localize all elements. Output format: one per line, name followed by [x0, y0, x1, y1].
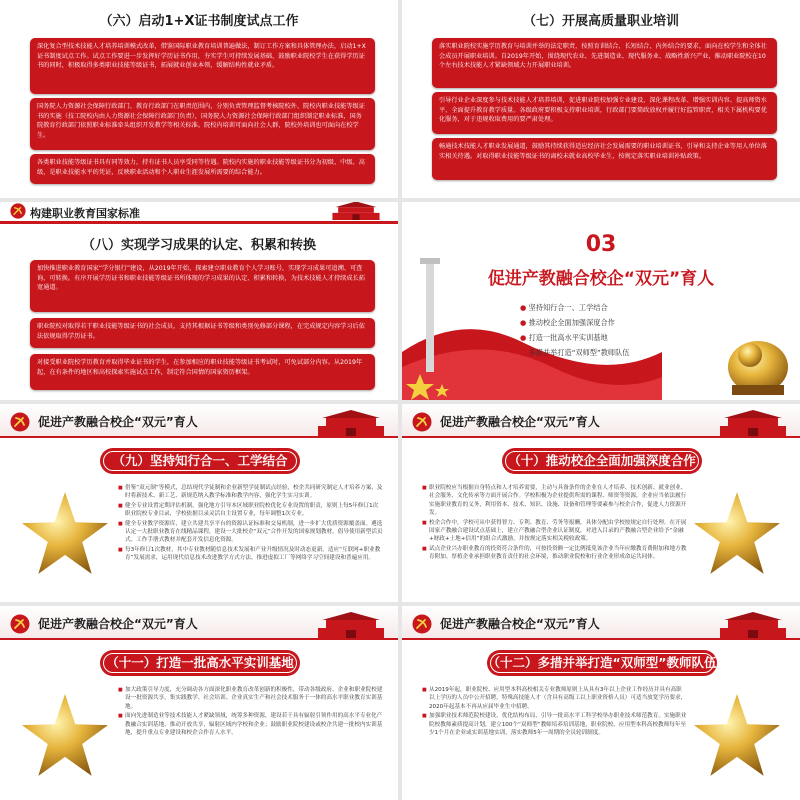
- paragraph: ■ 面向先进制造业等技术技能人才紧缺领域，统筹多种资源，建设若干具有辐射引领作用的高水平专业化产教融合实训基地，推动开放共享，辐射区域内学校和企业；鼓励职业院校建设或校企共建一批校内实训基地，提升重点专业建设和校企合作育人水平。: [118, 712, 383, 737]
- content-box-3: 畅通技术技能人才职业发展通道，鼓励其持续获得适应经济社会发展需要的职业培训证书，引导和支持企业等用人单位落实相关待遇。对取得职业技能等级证书的离校未就业高校毕业生，按规定落实职业培训补贴政策。: [432, 138, 777, 180]
- list-item: ● 坚持知行合一、工学结合: [520, 303, 608, 312]
- content-box-2: 引导行业企业深度参与技术技能人才培养培训，促进职业院校加强专业建设、深化课程改革、增强实训内容、提高师资水平，全面提升教育教学质量。各级政府要积极支持职业培训，行政部门要简政放权并履行好监管职责，相关下属机构要优化服务，对于违规收取费用的要严肃处理。: [432, 92, 777, 134]
- section-pill: （九）坚持知行合一、工学结合: [100, 448, 300, 474]
- body-text: [118, 686, 383, 738]
- paragraph: ■ 健全专业设置定期评估机制，强化地方引导本区域职业院校优化专业设置的职责，原则上每5年修订1次职业院校专业目录，学校依据目录灵活自主设置专业，每年调整1次专业。: [118, 502, 383, 519]
- body-text: [422, 686, 687, 738]
- paragraph: ■ 试点企业兴办职业教育的投资符合条件的，可按投资额一定比例抵免该企业当年应缴教育费附加和地方教育附加。厚植企业承担职业教育责任的社会环境，推动职业院校和行业企业形成命运共同体。: [422, 545, 687, 562]
- paragraph: ■ 借鉴“双元制”等模式，总结现代学徒制和企业新型学徒制试点经验，校企共同研究制定人才培养方案，及时将新技术、新工艺、新规范纳入教学标准和教学内容，强化学生实习实训。: [118, 484, 383, 501]
- header-divider: [0, 221, 398, 224]
- slide-title: （七）开展高质量职业培训: [522, 14, 679, 29]
- slide-title: （八）实现学习成果的认定、积累和转换: [81, 238, 316, 253]
- section-pill: （十一）打造一批高水平实训基地: [100, 650, 300, 676]
- header-title: 构建职业教育国家标准: [30, 207, 140, 220]
- paragraph: ■ 加大政策引导力度，充分调动各方面深化职业教育改革创新的积极性，带动各级政府、企业和职业院校建设一批资源共享，集实践教学、社会培训、企业真实生产和社会技术服务于一体的高水平职业教育实训基地。: [118, 686, 383, 711]
- paragraph: ■ 加强职业技术师范院校建设，优化结构布局，引导一批高水平工科学校举办职业技术师范教育。实施职业院校教师素质提高计划，建立100个“双师型”教师培养培训基地，职业院校、应用型本科高校教师每年至少1个月在企业或实训基地实训，落实教师5年一周期的全员轮训制度。: [422, 712, 687, 737]
- gate-icon: [326, 202, 386, 220]
- slide-learning-outcomes: [0, 202, 398, 400]
- paragraph: ■ 每3年修订1次教材，其中专业教材随信息技术发展和产业升级情况及时动态更新。适应“互联网+职业教育”发展需求，运用现代信息技术改进教学方式方法，推进虚拟工厂等网络学习空间建设和普遍应用。: [118, 546, 383, 563]
- content-box-3: 对接受职业院校学历教育并取得毕业证书的学生，在参加相应的职业技能等级证书考试时，可免试部分内容。从2019年起，在有条件的地区和高校探索实施试点工作，制定符合国情的国家资历框架。: [30, 354, 375, 390]
- party-emblem-icon: [412, 412, 432, 432]
- slide-header: [0, 606, 398, 640]
- slide-vocational-training: [402, 0, 800, 198]
- gold-star-icon: [22, 492, 108, 574]
- gate-icon: [316, 610, 386, 638]
- slide-header: [0, 404, 398, 438]
- content-box-1: 加快推进职业教育国家“学分银行”建设，从2019年开始，探索建立职业教育个人学习账号，实现学习成果可追溯、可查询、可转换。有序开展学历证书和职业技能等级证书所体现的学习成果的认定、积累和转换，为技术技能人才持续成长拓宽通道。: [30, 260, 375, 312]
- slide-header: [402, 404, 800, 438]
- header-title: 促进产教融合校企“双元”育人: [440, 617, 600, 631]
- lion-statue-icon: [722, 337, 794, 397]
- slide-certificate-pilot: [0, 0, 398, 198]
- section-list: [520, 300, 629, 360]
- party-emblem-icon: [10, 412, 30, 432]
- paragraph: ■ 校企合作中，学校可从中获得智力、专利、教育、劳务等报酬，具体分配由学校按规定自行处理。在开展国家产教融合建设试点基础上，建立产教融合型企业认证制度，对进入目录的产教融合型企业给予“金融+财政+土地+信用”的组合式激励，并按规定落实相关税收政策。: [422, 519, 687, 544]
- header-title: 促进产教融合校企“双元”育人: [440, 415, 600, 429]
- body-text: [118, 484, 383, 564]
- slide-header: [402, 606, 800, 640]
- party-emblem-icon: [10, 203, 26, 219]
- slide-title: （六）启动1+X证书制度试点工作: [99, 14, 299, 29]
- content-box-3: 各类职业技能等级证书具有同等效力，持有证书人员享受同等待遇。院校内实施的职业技能等级证书分为初级、中级、高级，是职业技能水平的凭证，反映职业活动和个人职业生涯发展所需要的综合能力。: [30, 154, 375, 184]
- list-item: ● 打造一批高水平实训基地: [520, 333, 608, 342]
- section-title: 促进产教融合校企“双元”育人: [487, 269, 715, 289]
- party-emblem-icon: [412, 614, 432, 634]
- gold-star-icon: [22, 694, 108, 776]
- section-pill: （十）推动校企全面加强深度合作: [502, 448, 702, 474]
- party-emblem-icon: [10, 614, 30, 634]
- gate-icon: [316, 408, 386, 436]
- section-pill: （十二）多措并举打造“双师型”教师队伍: [487, 650, 717, 676]
- gate-icon: [718, 610, 788, 638]
- list-item: ● 推动校企全面加强深度合作: [520, 318, 615, 327]
- gold-star-icon: [694, 492, 780, 574]
- list-item: ● 多措并举打造“双师型”教师队伍: [520, 348, 630, 357]
- header-title: 促进产教融合校企“双元”育人: [38, 415, 198, 429]
- header-title: 促进产教融合校企“双元”育人: [38, 617, 198, 631]
- body-text: [422, 484, 687, 563]
- content-box-2: 职业院校对取得若干职业技能等级证书的社会成员，支持其根据证书等级和类别免修部分课程，在完成规定内容学习后依法依规取得学历证书。: [30, 318, 375, 348]
- slide-school-enterprise: [402, 404, 800, 602]
- paragraph: ■ 健全专业教学资源库，建立共建共享平台的资源认证标准和交易机制，进一步扩大优质资源覆盖面。遴选认定一大批职业教育在线精品课程，建设一大批校企“双元”合作开发的国家规划教材，倡导使用新型活页式、工作手册式教材并配套开发信息化资源。: [118, 520, 383, 545]
- paragraph: ■ 职业院校应当根据自身特点和人才培养需要，主动与具备条件的企业在人才培养、技术创新、就业创业、社会服务、文化传承等方面开展合作。学校积极为企业提供所需的课程、师资等资源，企业应当依法履行实施职业教育的义务，利用资本、技术、知识、设施、设备和管理等要素参与校企合作，促进人力资源开发。: [422, 484, 687, 518]
- slide-training-bases: [0, 606, 398, 800]
- content-box-1: 深化复合型技术技能人才培养培训模式改革，借鉴国际职业教育培训普遍做法，制订工作方案和具体管理办法，启动1+X证书制度试点工作。试点工作要进一步发挥好学历证书作用，夯实学生可持续发展基础，鼓励职业院校学生在获得学历证书的同时，积极取得多类职业技能等级证书，拓展就业创业本领，缓解结构性就业矛盾。: [30, 38, 375, 94]
- content-box-1: 落实职业院校实施学历教育与培训并举的法定职责，按照育训结合、长短结合、内外结合的要求，面向在校学生和全体社会成员开展职业培训。自2019年开始，围绕现代农业、先进制造业、现代服务业、战略性新兴产业，推动职业院校在10个左右技术技能人才紧缺领域大力开展职业培训。: [432, 38, 777, 88]
- slide-dual-teacher: [402, 606, 800, 800]
- section-number: 03: [585, 232, 617, 257]
- gold-star-icon: [694, 694, 780, 776]
- gate-icon: [718, 408, 788, 436]
- slide-work-study: [0, 404, 398, 602]
- slide-section-divider: [402, 202, 800, 400]
- content-box-2: 国务院人力资源社会保障行政部门、教育行政部门在职责范围内，分别负责管理监督考核院校外、院校内职业技能等级证书的实施（技工院校内由人力资源社会保障行政部门负责），国务院人力资源社会保障行政部门组织制定职业标准，国务院教育行政部门依照职业标准牵头组织开发教学等相关标准。院校内培训可面向社会人群，院校外培训也可面向在校学生。: [30, 98, 375, 150]
- slide-header: [0, 202, 398, 222]
- paragraph: ■ 从2019年起，职业院校、应用型本科高校相关专业教师原则上从具有3年以上企业工作经历并具有高职以上学历的人员中公开招聘，特殊高技能人才（含具有高级工以上职业资格人员）可适当放宽学历要求，2020年起基本不再从应届毕业生中招聘。: [422, 686, 687, 711]
